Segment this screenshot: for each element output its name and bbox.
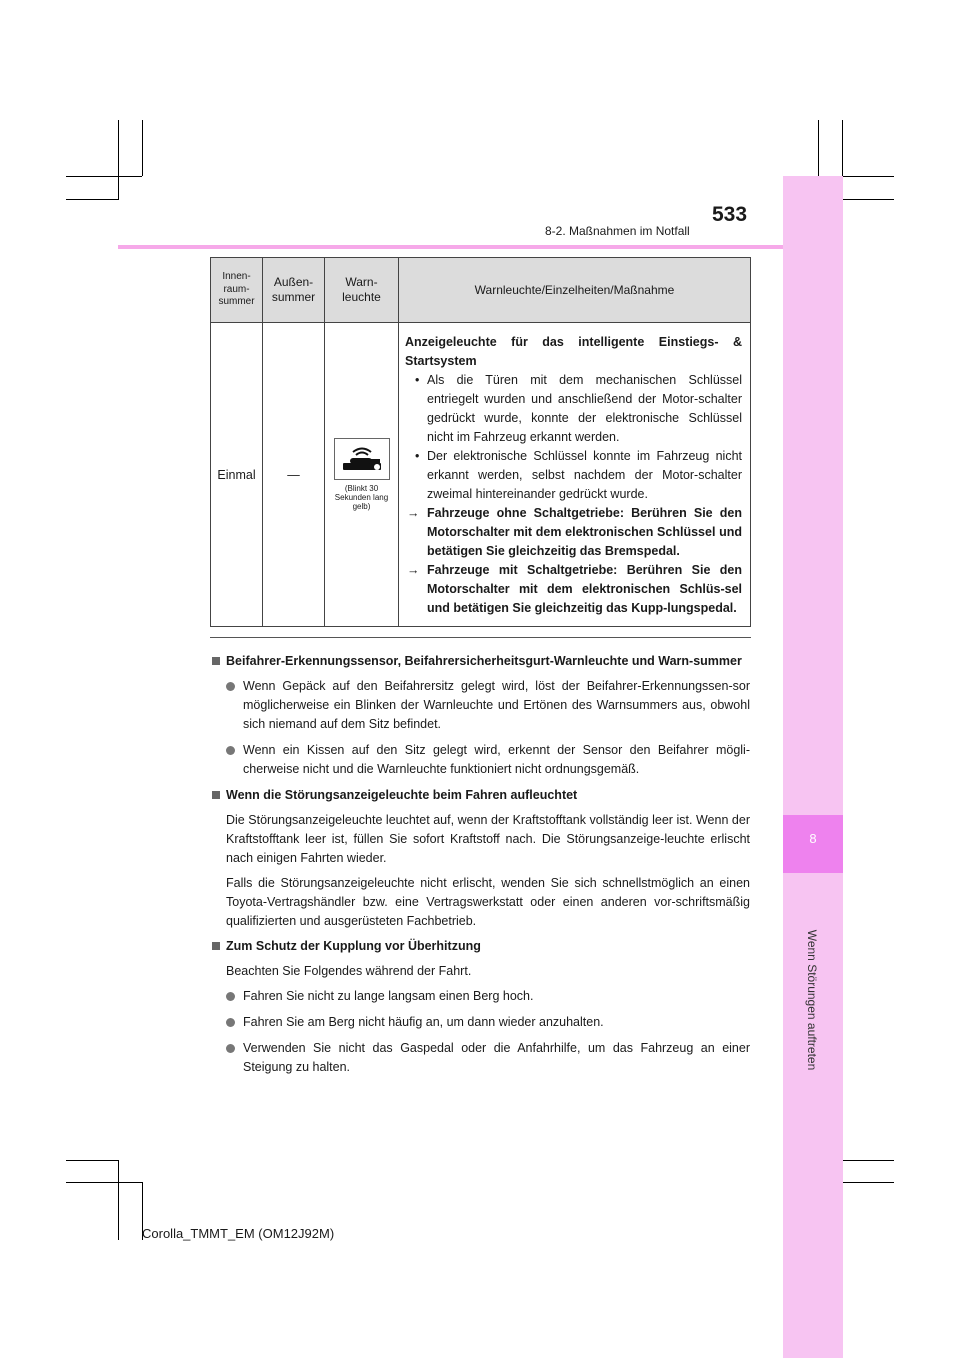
section-title: 8-2. Maßnahmen im Notfall [545,224,690,238]
crop-mark [142,120,143,176]
section-heading: Zum Schutz der Kupplung vor Überhitzung [210,937,750,956]
section-heading: Wenn die Störungsanzeigeleuchte beim Fahren aufleuchtet [210,786,750,805]
header-rule [118,245,783,249]
arrow-icon: → [407,506,420,520]
warning-table [210,257,751,627]
chapter-tab[interactable] [783,815,843,873]
crop-mark [66,1160,118,1161]
action-item [405,504,742,561]
paragraph: Die Störungsanzeigeleuchte leuchtet auf, wenn der Kraftstofftank vollständig leer ist. Wenn der Kraftstofftank leer ist, füllen Sie sofort Kraftstoff nach. Die Störungsanzeige-leuchte erlischt nach einigen Fahrten wieder. [226,813,750,865]
col-header-warning-light: Warn- leuchte [325,258,399,323]
crop-mark [118,1160,119,1240]
paragraph: Falls die Störungsanzeigeleuchte nicht erlischt, wenden Sie sich schnellstmöglich an einen Toyota-Vertragshändler bzw. eine Vertragswerkstatt oder einen anderen vor-schriftsmäßig qualifizierten und ausgerüsteten Fachbetrieb. [226,876,750,928]
crop-mark [66,176,142,177]
details-title: Anzeigeleuchte für das intelligente Einstiegs- & Startsystem [405,335,742,368]
details-actions [405,504,742,618]
details-bullets [405,371,742,504]
crop-mark [842,1160,894,1161]
crop-mark [66,199,118,200]
col-header-exterior-buzzer: Außen- summer [263,258,325,323]
list-item: • Als die Türen mit dem mechanischen Schlüssel entriegelt wurden und anschließend der Motor-schalter gedrückt wurde, konnte der elektronische Schlüssel nicht im Fahrzeug erkannt werden. [405,371,742,447]
chapter-title: Wenn Störungen auftreten [805,929,819,1071]
interior-buzzer-value: Einmal [211,323,263,627]
bullet-item: Fahren Sie nicht zu lange langsam einen Berg hoch. [210,987,750,1006]
smart-key-warning-icon [334,438,390,480]
arrow-icon: → [407,563,420,577]
crop-mark [818,120,819,176]
crop-mark [118,120,119,200]
list-item: • Der elektronische Schlüssel konnte im Fahrzeug nicht erkannt werden, selbst nachdem der Motor-schalter zweimal hintereinander gedrückt wurde. [405,447,742,504]
page-number: 533 [712,203,748,226]
bullet-item: Verwenden Sie nicht das Gaspedal oder die Anfahrhilfe, um das Fahrzeug an einer Steigung zu halten. [210,1039,750,1077]
bullet-item: Wenn Gepäck auf den Beifahrersitz gelegt wird, löst der Beifahrer-Erkennungssen-sor möglicherweise ein Blinken der Warnleuchte und Ertönen des Warnsummers aus, obwohl sich niemand auf dem Sitz befindet. [210,677,750,734]
action-text: Fahrzeuge mit Schaltgetriebe: Berühren Sie den Motorschalter mit dem elektronischen Schlüs-sel und betätigen Sie gleichzeitig das Kupp-lungspedal. [427,563,742,615]
col-header-details: Warnleuchte/Einzelheiten/Maßnahme [399,258,751,323]
table-divider [210,637,751,638]
footer-doc-id: Corolla_TMMT_EM (OM12J92M) [142,1226,335,1241]
warning-light-cell [325,323,399,627]
chapter-sidebar [783,176,843,1358]
blink-note: (Blinkt 30 Sekunden lang gelb) [334,483,389,512]
action-item [405,561,742,618]
details-cell [399,323,751,627]
section-heading: Beifahrer-Erkennungssensor, Beifahrersicherheitsgurt-Warnleuchte und Warn-summer [210,652,750,671]
paragraph: Beachten Sie Folgendes während der Fahrt. [226,964,472,978]
col-header-interior-buzzer: Innen- raum- summer [211,258,263,323]
chapter-number: 8 [809,831,817,846]
crop-mark [842,199,894,200]
crop-mark [66,1182,142,1183]
table-row [211,323,751,627]
bullet-item: Fahren Sie am Berg nicht häufig an, um dann wieder anzuhalten. [210,1013,750,1032]
exterior-buzzer-value: — [263,323,325,627]
action-text: Fahrzeuge ohne Schaltgetriebe: Berühren Sie den Motorschalter mit dem elektronischen Schlüssel und betätigen Sie gleichzeitig das Bremspedal. [427,506,742,558]
bullet-item: Wenn ein Kissen auf den Sitz gelegt wird, erkennt der Sensor den Beifahrer mögli-cherweise nicht und die Warnleuchte funktioniert nicht ordnungsgemäß. [210,741,750,779]
main-content [210,652,750,1084]
